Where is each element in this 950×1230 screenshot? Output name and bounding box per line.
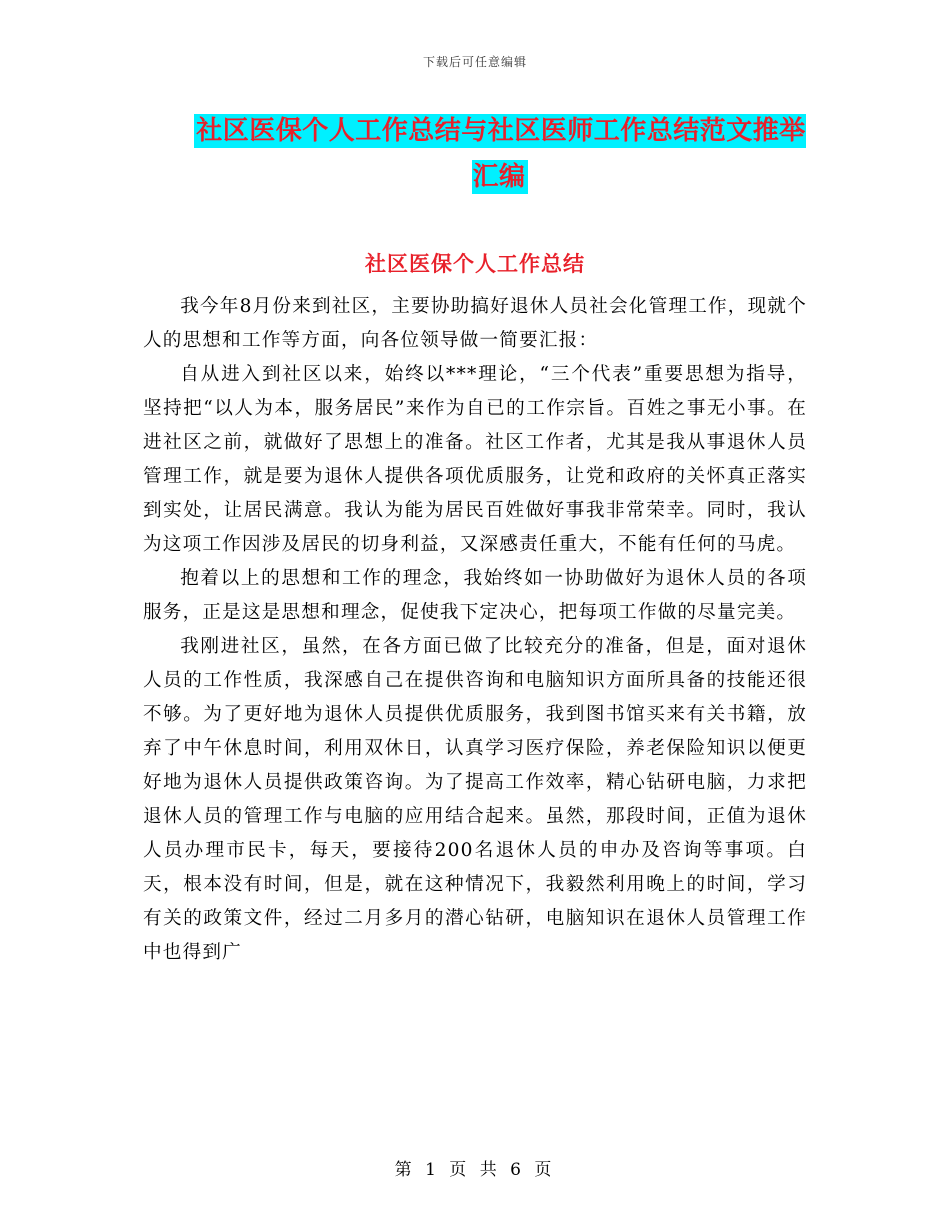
body-text xyxy=(143,290,807,970)
document-title xyxy=(190,108,810,200)
header-note: 下载后可任意编辑 xyxy=(422,55,527,69)
paragraph: 抱着以上的思想和工作的理念，我始终如一协助做好为退休人员的各项服务，正是这是思想和理念，促使我下定决心，把每项工作做的尽量完美。 xyxy=(143,568,807,623)
paragraph: 自从进入到社区以来，始终以***理论，“三个代表”重要思想为指导，坚持把“以人为本，服务居民”来作为自已的工作宗旨。百姓之事无小事。在进社区之前，就做好了思想上的准备。社区工作者，尤其是我从事退休人员管理工作，就是要为退休人提供各项优质服务，让党和政府的关怀真正落实到实处，让居民满意。我认为能为居民百姓做好事我非常荣幸。同时，我认为这项工作因涉及居民的切身利益，又深感责任重大，不能有任何的马虎。 xyxy=(143,364,807,555)
paragraph: 我刚进社区，虽然，在各方面已做了比较充分的准备，但是，面对退休人员的工作性质，我深感自己在提供咨询和电脑知识方面所具备的技能还很不够。为了更好地为退休人员提供优质服务，我到图书馆买来有关书籍，放弃了中午休息时间，利用双休日，认真学习医疗保险，养老保险知识以便更好地为退休人员提供政策咨询。为了提高工作效率，精心钻研电脑，力求把退休人员的管理工作与电脑的应用结合起来。虽然，那段时间，正值为退休人员办理市民卡，每天，要接待200名退休人员的申办及咨询等事项。白天，根本没有时间，但是，就在这种情况下，我毅然利用晚上的时间，学习有关的政策文件，经过二月多月的潜心钻研，电脑知识在退休人员管理工作中也得到广 xyxy=(143,636,807,963)
section-title: 社区医保个人工作总结 xyxy=(365,251,585,276)
paragraph: 我今年8月份来到社区，主要协助搞好退休人员社会化管理工作，现就个人的思想和工作等方面，向各位领导做一简要汇报： xyxy=(143,296,807,351)
page-footer: 第 1 页 共 6 页 xyxy=(394,1160,556,1180)
document-title-text: 社区医保个人工作总结与社区医师工作总结范文推举汇编 xyxy=(196,116,806,192)
